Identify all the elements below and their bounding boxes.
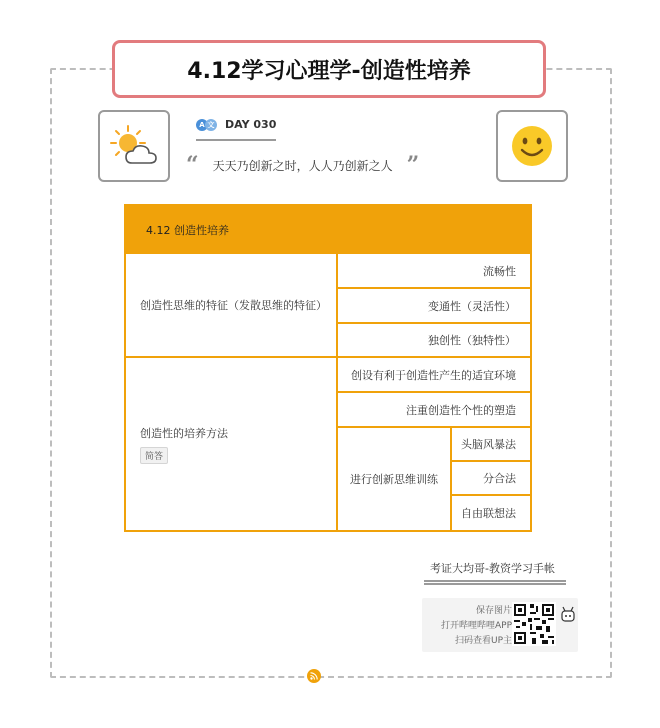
mascot-icon bbox=[560, 606, 576, 628]
leaf-label: 变通性（灵活性） bbox=[428, 299, 516, 313]
quote bbox=[186, 154, 419, 176]
branch-thinking-features bbox=[126, 254, 338, 358]
branch-label: 创造性思维的特征（发散思维的特征） bbox=[140, 299, 327, 312]
page-title: 4.12学习心理学-创造性培养 bbox=[187, 58, 471, 84]
day-label: DAY 030 bbox=[225, 118, 277, 131]
leaf-label: 创设有利于创造性产生的适宜环境 bbox=[351, 368, 516, 382]
leaf-label: 自由联想法 bbox=[461, 507, 516, 520]
mindmap-body bbox=[126, 254, 530, 530]
leaf-originality bbox=[338, 324, 530, 358]
day-row bbox=[196, 118, 276, 131]
leaf-fluency bbox=[338, 254, 530, 289]
qr-line: 保存图片 bbox=[475, 606, 512, 616]
leaf-label: 头脑风暴法 bbox=[461, 438, 516, 451]
branch-label: 创造性的培养方法 bbox=[140, 426, 228, 440]
mindmap-table bbox=[124, 204, 532, 532]
badge-a: A bbox=[196, 119, 208, 131]
mindmap-header: 4.12 创造性培养 bbox=[126, 206, 530, 254]
rss-icon[interactable] bbox=[307, 669, 321, 683]
qr-line: 扫码查看UP主 bbox=[454, 636, 512, 646]
qr-card[interactable] bbox=[422, 598, 578, 652]
leaf-brainstorming bbox=[452, 428, 530, 462]
leaf-flexibility bbox=[338, 289, 530, 324]
badge-b: 文 bbox=[205, 119, 217, 131]
close-quote-icon: ” bbox=[406, 152, 420, 178]
leaf-free-association bbox=[452, 496, 530, 530]
day-underline bbox=[196, 139, 276, 141]
qr-line: 打开哔哩哔哩APP bbox=[440, 621, 512, 631]
short-answer-tag: 简答 bbox=[140, 447, 168, 464]
open-quote-icon: “ bbox=[186, 152, 199, 178]
sun-behind-cloud-icon bbox=[108, 123, 160, 169]
brand-label: 考证大均哥-教资学习手帐 bbox=[430, 562, 555, 575]
sub-branch-label: 进行创新思维训练 bbox=[350, 473, 438, 486]
quote-text: 天天乃创新之时，人人乃创新之人 bbox=[212, 158, 393, 173]
sub-branch-thinking-training bbox=[338, 428, 452, 530]
smiley-face-icon bbox=[510, 124, 554, 168]
leaf-environment bbox=[338, 358, 530, 393]
leaf-label: 分合法 bbox=[483, 472, 516, 485]
brand-underline bbox=[424, 580, 566, 585]
leaf-label: 注重创造性个性的塑造 bbox=[406, 403, 516, 417]
leaf-label: 流畅性 bbox=[483, 264, 516, 278]
language-badge-icon bbox=[196, 119, 217, 131]
leaf-label: 独创性（独特性） bbox=[428, 334, 516, 347]
weather-card bbox=[98, 110, 170, 182]
mood-card bbox=[496, 110, 568, 182]
leaf-synectics bbox=[452, 462, 530, 496]
qr-instructions bbox=[441, 604, 512, 649]
leaf-personality bbox=[338, 393, 530, 428]
branch-training-methods bbox=[126, 358, 338, 530]
qr-code-icon[interactable] bbox=[512, 602, 556, 646]
title-banner bbox=[112, 40, 546, 98]
